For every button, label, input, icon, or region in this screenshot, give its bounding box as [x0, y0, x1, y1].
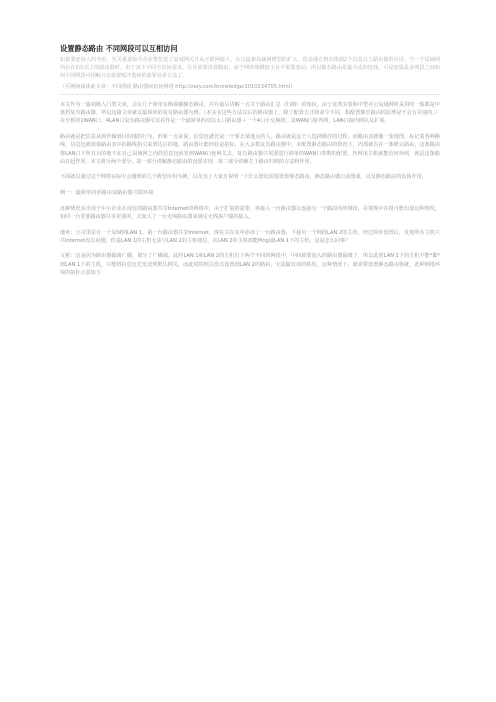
- body-paragraph: 路由就是把信息从源传输到目的地的行为，形象一点来说，信息包就比是一个要去某地点的人，路由就是这个人选择路径的过程。而路由表就像一张地图，标记着各种路线，信息包就依靠路由表中的路线指引来到达目的地，路由器让能经验是指标，在大多数复有路由器中，未配置静态路由的情况下，内部就有在一条默认路由，这条路由将LAN口下所有目的地不在自己局域网之内的信息包转发到WAN口连网关去，复有路由器只需要进行简单的WAN口参数的配置，内网用主机就能访问外网，就是这条路由在起作用。本文将分两个部分，第一部分讲解静态路由的设置实现，第二部分讲解关于路由归纳的方法和作用。: [60, 134, 440, 165]
- example-paragraph: 地址：公司里原有一个局域网LAN 1，第一台路由器共享Internet，现在又在其中添加了一台路由器，下接另一个网段LAN 2的主机，经过简单设置后，发现所有主机只共Internet没有问题，但是LAN 1的主机无法与LAN 2的主机通信，在LAN 2的主机却能Ping通LAN 1下的主机，这是怎么回事？: [60, 229, 440, 244]
- document-title: 设置静态路由 不同网段可以互相访问: [60, 44, 178, 53]
- example-paragraph: 文析：这是因为路由器隔离广播，划分了广播域，此时LAN 1和LAN 2的主机位于两个不同的网段中，中间就要加入的路由器隔离了，所以此时LAN 1下的主机不能*都*到LAN 1下的主机，只能将信息包先发送到默认网关，而此时的网关没有设置到LAN 2的路由，无法做有效的转发，这种情况下，就需要设置静态路由器就，此种网络环境的拓扑示意如下：: [60, 253, 440, 276]
- source-line: （可网间阅读此文章：不同网段 路由器间访问网络 http://zaty.com/knowledge/2010234705.html）: [60, 84, 296, 90]
- example-heading: 例一：最简单的单路由双路由器互联环境: [60, 190, 154, 197]
- divider: [60, 94, 440, 95]
- example-paragraph: 这种情况多出现于中小企业在现有的路由器共享Internet的网络中，由于扩展的需要，再接入一台路由器以连接另一个路段内的网段，在要现中在很可能出现这种情况，如同一台更要路由器共享更要的，又加入了一台无线路由器来满足无线客户端的接入。: [60, 205, 440, 220]
- body-paragraph: 下面就以通过这个网络实际中会遇到的几个典型应用为例，以及为了大家有说明一下什么情况需要设置静态路由，静态路由器日前图成，以及静态路由的具体作用。: [60, 174, 427, 181]
- document-abstract: 如果要连接入的考虑，至关重要和令企业赞忧进了局域网关并从互联网接入，在以最新局域网模型的扩大、很多地方将出现到2个以及以上路由器的应用，当一个局域网内存在2台以上的路由器时，由于其下不同方访问需求，往往需要设置路由，由于网络规模较小且不需要变动，所以静态路由是最合适的选择。可是如果是多网段之间如何不同网段可相解互访设置呢并选择的就要看看方法了。: [60, 57, 440, 79]
- document-page: [60, 44, 440, 285]
- body-paragraph: 本文作为一篇初级入门类文章，会以几个简单实例讲解静态路由，并在最后讲解一点关于路由汇总（归纳）的知识，由于这类实验和中型办公局域网所采用的一般都是中低档复有路由器，所以这篇文章就以最简单的复有路由器为例。（本实实这些方法以后的路由器上，除了配置方式和命令不同，和配置静态路由的原理是不会有差别的。）在分析的1WAN口、4LAN口复有路由器可以看作是一个最简单的双以太口路由器＋一个4口小交换机，其WAN口接外网，LAN口接内网以及扩展。: [60, 102, 440, 125]
